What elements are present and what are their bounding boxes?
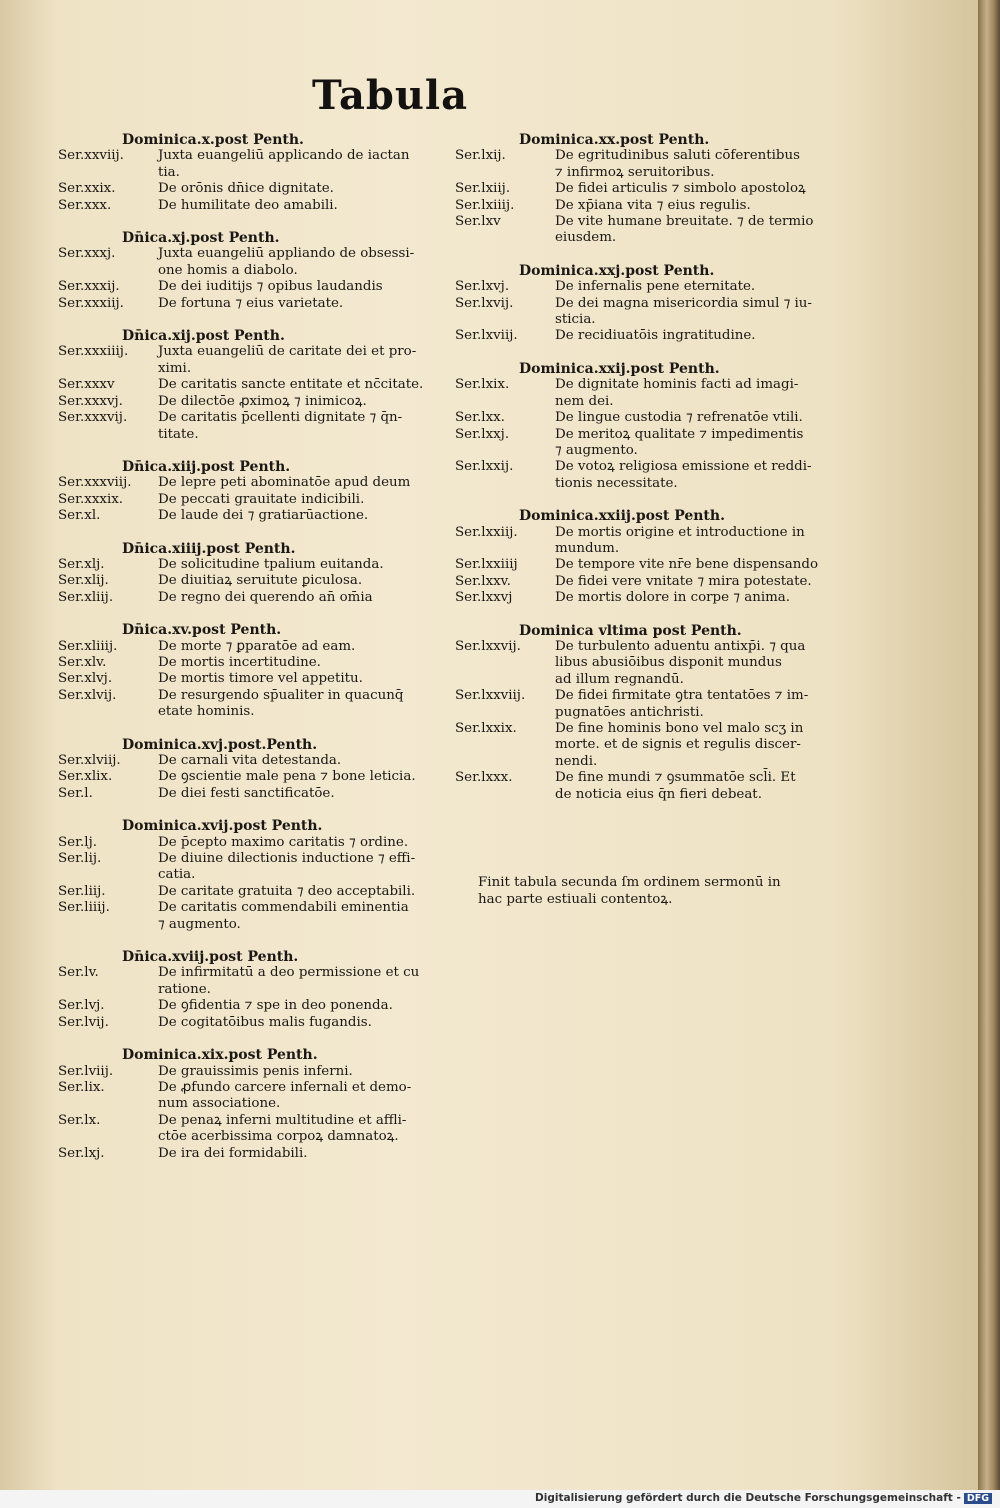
sermon-title: De dilectōe ꝓximoꝝ ⁊ inimicoꝝ.: [158, 393, 367, 409]
sermon-entry: [455, 377, 833, 410]
sermon-number: Ser.lxij.: [455, 148, 506, 164]
sermon-entry: [58, 639, 436, 655]
section-heading: Dominica.xx.post Penth.: [519, 132, 710, 148]
right-column: [455, 132, 833, 819]
sermon-title: De regno dei querendo an̄ om̄ia: [158, 589, 373, 605]
sermon-title: De infernalis pene eternitate.: [555, 279, 756, 295]
sermon-entry: [58, 884, 436, 900]
sermon-title: De lingue custodia ⁊ refrenatōe vtili.: [555, 410, 803, 426]
sermon-title: De recidiuatōis ingratitudine.: [555, 328, 756, 344]
sermon-title: De diuitiaꝝ seruitute ꝑiculosa.: [158, 573, 363, 589]
sermon-entry: [455, 148, 833, 181]
sermon-entry: [455, 410, 833, 426]
sermon-title: De meritoꝝ qualitate ⁊ impedimentis ⁊ augmento.: [555, 426, 804, 458]
sermon-number: Ser.lxxij.: [455, 459, 514, 475]
sermon-entry: [58, 296, 436, 312]
section-heading: Dn̄ica.xiiij.post Penth.: [122, 540, 296, 557]
sermon-entry: [58, 900, 436, 933]
sermon-title: De tempore vite nr̄e bene dispensando: [555, 557, 819, 573]
sermon-number: Ser.liij.: [58, 883, 106, 899]
sermon-section: [58, 132, 436, 214]
sermon-entry: [455, 574, 833, 590]
sermon-number: Ser.xxxvij.: [58, 410, 128, 426]
sermon-entry: [455, 181, 833, 197]
sermon-number: Ser.lvj.: [58, 998, 105, 1014]
sermon-entry: [58, 394, 436, 410]
sermon-entry: [455, 279, 833, 295]
sermon-title: De dei iuditijs ⁊ opibus laudandis: [158, 279, 383, 295]
sermon-entry: [58, 557, 436, 573]
sermon-section: [58, 818, 436, 933]
sermon-entry: [455, 459, 833, 492]
section-heading: Dominica.xxj.post Penth.: [519, 262, 715, 279]
sermon-entry: [455, 639, 833, 688]
sermon-title: De fidei articulis ⁊ simbolo apostoloꝝ: [555, 181, 806, 197]
sermon-number: Ser.lxj.: [58, 1145, 105, 1161]
sermon-title: De carnali vita detestanda.: [158, 753, 342, 768]
section-heading: Dn̄ica.xv.post Penth.: [122, 622, 282, 639]
section-heading: Dn̄ica.xj.post Penth.: [122, 230, 280, 247]
dfg-logo: DFG: [964, 1493, 992, 1504]
sermon-number: Ser.lxxx.: [455, 770, 513, 786]
section-heading: Dn̄ica.xiij.post Penth.: [122, 458, 291, 475]
sermon-title: Juxta euangeliū applicando de iactan tia.: [158, 148, 410, 180]
section-heading: Dn̄ica.xij.post Penth.: [122, 328, 285, 345]
sermon-number: Ser.lvij.: [58, 1014, 109, 1030]
sermon-section: [455, 263, 833, 345]
sermon-number: Ser.xlvj.: [58, 671, 113, 687]
sermon-entry: [455, 688, 833, 721]
sermon-number: Ser.xliij.: [58, 589, 114, 605]
sermon-number: Ser.lxxvj: [455, 590, 513, 606]
sermon-entry: [58, 1015, 436, 1031]
sermon-number: Ser.xlvij.: [58, 687, 117, 703]
sermon-number: Ser.xxxiiij.: [58, 344, 129, 360]
sermon-title: De diei festi sanctificatōe.: [158, 785, 335, 801]
sermon-entry: [58, 786, 436, 802]
colophon-text: Finit tabula secunda ſm ordinem sermonū in hac parte estiuali contentoꝝ.: [478, 875, 781, 907]
funding-footer: [535, 1492, 992, 1504]
sermon-entry: [455, 198, 833, 214]
sermon-section: [455, 623, 833, 803]
sermon-entry: [455, 296, 833, 329]
sermon-number: Ser.lxix.: [455, 377, 510, 393]
sermon-entry: [58, 851, 436, 884]
sermon-title: De votoꝝ religiosa emissione et reddi- tionis necessitate.: [555, 459, 812, 491]
sermon-title: De ꝓfundo carcere infernali et demo- num associatione.: [158, 1079, 412, 1112]
sermon-entry: [58, 377, 436, 393]
sermon-entry: [58, 279, 436, 295]
sermon-entry: [58, 590, 436, 606]
sermon-title: De solicitudine tpalium euitanda.: [158, 556, 384, 572]
sermon-number: Ser.lix.: [58, 1079, 105, 1095]
sermon-title: De resurgendo sp̄ualiter in quacunq̄ etate hominis.: [158, 687, 404, 720]
sermon-number: Ser.xxxvj.: [58, 393, 123, 409]
sermon-section: [58, 622, 436, 720]
sermon-entry: [58, 1113, 436, 1146]
sermon-number: Ser.lij.: [58, 851, 102, 867]
sermon-title: De grauissimis penis inferni.: [158, 1063, 353, 1079]
sermon-entry: [58, 492, 436, 508]
sermon-title: De fidei firmitate ꝯtra tentatōes ⁊ im- pugnatōes antichristi.: [555, 688, 809, 720]
sermon-entry: [58, 573, 436, 589]
sermon-entry: [58, 1080, 436, 1113]
section-heading: Dominica.x.post Penth.: [122, 132, 304, 148]
sermon-title: De humilitate deo amabili.: [158, 197, 338, 213]
sermon-number: Ser.lxiiij.: [455, 197, 515, 213]
section-heading: Dominica.xxij.post Penth.: [519, 360, 720, 377]
sermon-number: Ser.lxxj.: [455, 426, 510, 442]
sermon-number: Ser.xliiij.: [58, 638, 118, 654]
sermon-title: De infirmitatū a deo permissione et cu ratione.: [158, 965, 420, 997]
sermon-entry: [58, 753, 436, 769]
sermon-section: [455, 508, 833, 606]
sermon-number: Ser.lx.: [58, 1112, 101, 1128]
funding-text: Digitalisierung gefördert durch die Deutsche Forschungsgemeinschaft -: [535, 1492, 961, 1504]
sermon-entry: [58, 1146, 436, 1162]
section-heading: Dominica.xvij.post Penth.: [122, 818, 323, 835]
sermon-entry: [455, 770, 833, 803]
sermon-number: Ser.lj.: [58, 834, 97, 850]
sermon-entry: [58, 835, 436, 851]
sermon-title: De vite humane breuitate. ⁊ de termio eiusdem.: [555, 214, 814, 246]
sermon-number: Ser.xxxviij.: [58, 475, 132, 491]
sermon-title: De morte ⁊ ꝑparatōe ad eam.: [158, 638, 356, 654]
sermon-section: [58, 541, 436, 607]
sermon-number: Ser.xxxj.: [58, 246, 116, 262]
sermon-entry: [455, 590, 833, 606]
sermon-number: Ser.lxxvij.: [455, 638, 521, 654]
sermon-entry: [455, 427, 833, 460]
sermon-number: Ser.lxx.: [455, 410, 505, 426]
sermon-title: De lepre peti abominatōe apud deum: [158, 475, 411, 491]
sermon-title: De diuine dilectionis inductione ⁊ effi- catia.: [158, 851, 416, 883]
sermon-number: Ser.liiij.: [58, 900, 110, 916]
sermon-number: Ser.lv.: [58, 965, 99, 981]
sermon-section: [58, 328, 436, 443]
sermon-number: Ser.lxviij.: [455, 328, 518, 344]
sermon-entry: [58, 688, 436, 721]
sermon-title: De ꝯscientie male pena ⁊ bone leticia.: [158, 769, 416, 785]
sermon-section: [58, 459, 436, 525]
sermon-title: De penaꝝ inferni multitudine et affli- ctōe acerbissima corpoꝝ damnatoꝝ.: [158, 1112, 407, 1145]
sermon-section: [455, 132, 833, 247]
sermon-number: Ser.lxiij.: [455, 181, 511, 197]
sermon-title: De orōnis dn̄ice dignitate.: [158, 181, 334, 197]
sermon-number: Ser.xlj.: [58, 556, 105, 572]
left-column: [58, 132, 436, 1178]
sermon-number: Ser.xxviij.: [58, 148, 124, 164]
sermon-number: Ser.lxvij.: [455, 295, 514, 311]
sermon-title: De ꝯfidentia ⁊ spe in deo ponenda.: [158, 998, 393, 1014]
sermon-entry: [455, 721, 833, 770]
sermon-entry: [58, 246, 436, 279]
sermon-title: De mortis origine et introductione in mundum.: [555, 524, 805, 556]
sermon-title: De p̄cepto maximo caritatis ⁊ ordine.: [158, 834, 409, 850]
sermon-entry: [58, 344, 436, 377]
sermon-title: De cogitatōibus malis fugandis.: [158, 1014, 372, 1030]
section-heading: Dominica.xvj.post.Penth.: [122, 736, 318, 753]
sermon-number: Ser.xxxv: [58, 377, 115, 393]
section-heading: Dominica.xxiij.post Penth.: [519, 508, 725, 525]
sermon-number: Ser.lxxviij.: [455, 688, 526, 704]
sermon-section: [455, 361, 833, 492]
sermon-title: De egritudinibus saluti cōferentibus ⁊ infirmoꝝ seruitoribus.: [555, 148, 800, 180]
sermon-title: De peccati grauitate indicibili.: [158, 491, 365, 507]
section-heading: Dn̄ica.xviij.post Penth.: [122, 949, 299, 966]
sermon-section: [58, 737, 436, 803]
section-heading: Dominica vltima post Penth.: [519, 622, 742, 639]
sermon-number: Ser.xlix.: [58, 769, 113, 785]
sermon-number: Ser.xl.: [58, 508, 101, 524]
sermon-number: Ser.lxxix.: [455, 721, 517, 736]
section-heading: Dominica.xix.post Penth.: [122, 1047, 318, 1064]
sermon-title: De dei magna misericordia simul ⁊ iu- sticia.: [555, 295, 812, 328]
sermon-title: De laude dei ⁊ gratiarūactione.: [158, 508, 369, 524]
sermon-entry: [455, 557, 833, 573]
sermon-entry: [58, 410, 436, 443]
sermon-number: Ser.lxxiij.: [455, 524, 518, 540]
sermon-entry: [58, 655, 436, 671]
sermon-entry: [455, 214, 833, 247]
sermon-entry: [58, 181, 436, 197]
sermon-section: [58, 230, 436, 312]
sermon-section: [58, 1047, 436, 1162]
sermon-entry: [58, 998, 436, 1014]
sermon-entry: [58, 148, 436, 181]
sermon-section: [58, 949, 436, 1031]
sermon-number: Ser.lxxiiij: [455, 557, 518, 573]
sermon-number: Ser.xxxiij.: [58, 295, 124, 311]
sermon-entry: [58, 508, 436, 524]
sermon-title: De caritatis commendabili eminentia ⁊ augmento.: [158, 900, 409, 932]
sermon-title: De fine hominis bono vel malo scʒ in morte. et de signis et regulis discer- nendi.: [555, 721, 804, 769]
sermon-number: Ser.l.: [58, 785, 93, 801]
sermon-title: De fortuna ⁊ eius varietate.: [158, 295, 344, 311]
page-edge: [978, 0, 1000, 1490]
sermon-entry: [58, 671, 436, 687]
sermon-title: De mortis timore vel appetitu.: [158, 671, 363, 687]
sermon-title: De xp̄iana vita ⁊ eius regulis.: [555, 197, 751, 213]
sermon-number: Ser.xlviij.: [58, 753, 121, 768]
sermon-number: Ser.xxx.: [58, 197, 112, 213]
sermon-entry: [455, 328, 833, 344]
sermon-entry: [58, 769, 436, 785]
sermon-number: Ser.xxxix.: [58, 491, 124, 507]
sermon-number: Ser.xlij.: [58, 573, 109, 589]
sermon-title: De caritatis p̄cellenti dignitate ⁊ q̄n- titate.: [158, 410, 403, 442]
sermon-entry: [58, 1064, 436, 1080]
sermon-title: De mortis dolore in corpe ⁊ anima.: [555, 590, 791, 606]
sermon-title: De caritate gratuita ⁊ deo acceptabili.: [158, 883, 416, 899]
sermon-title: Juxta euangeliū appliando de obsessi- one homis a diabolo.: [158, 246, 415, 278]
sermon-title: De fidei vere vnitate ⁊ mira potestate.: [555, 573, 812, 589]
sermon-number: Ser.lxxv.: [455, 573, 511, 589]
sermon-number: Ser.xxxij.: [58, 279, 120, 295]
sermon-title: De fine mundi ⁊ ꝯsummatōe scl̄i. Et de noticia eius q̄n fieri debeat.: [555, 770, 796, 802]
sermon-entry: [58, 198, 436, 214]
sermon-title: Juxta euangeliū de caritate dei et pro- ximi.: [158, 344, 417, 376]
sermon-entry: [58, 475, 436, 491]
sermon-title: De turbulento aduentu antixp̄i. ⁊ qua libus abusiōibus disponit mundus ad illum regnandū.: [555, 638, 806, 687]
sermon-title: De caritatis sancte entitate et nc̄citate.: [158, 377, 424, 393]
sermon-number: Ser.lviij.: [58, 1063, 114, 1079]
sermon-number: Ser.xlv.: [58, 654, 107, 670]
sermon-title: De dignitate hominis facti ad imagi- nem dei.: [555, 377, 799, 409]
sermon-entry: [58, 965, 436, 998]
sermon-number: Ser.lxv: [455, 214, 501, 230]
sermon-entry: [455, 525, 833, 558]
sermon-title: De ira dei formidabili.: [158, 1145, 308, 1161]
sermon-number: Ser.lxvj.: [455, 279, 510, 295]
sermon-number: Ser.xxix.: [58, 181, 116, 197]
sermon-title: De mortis incertitudine.: [158, 654, 321, 670]
page-title: Tabula: [312, 72, 469, 119]
